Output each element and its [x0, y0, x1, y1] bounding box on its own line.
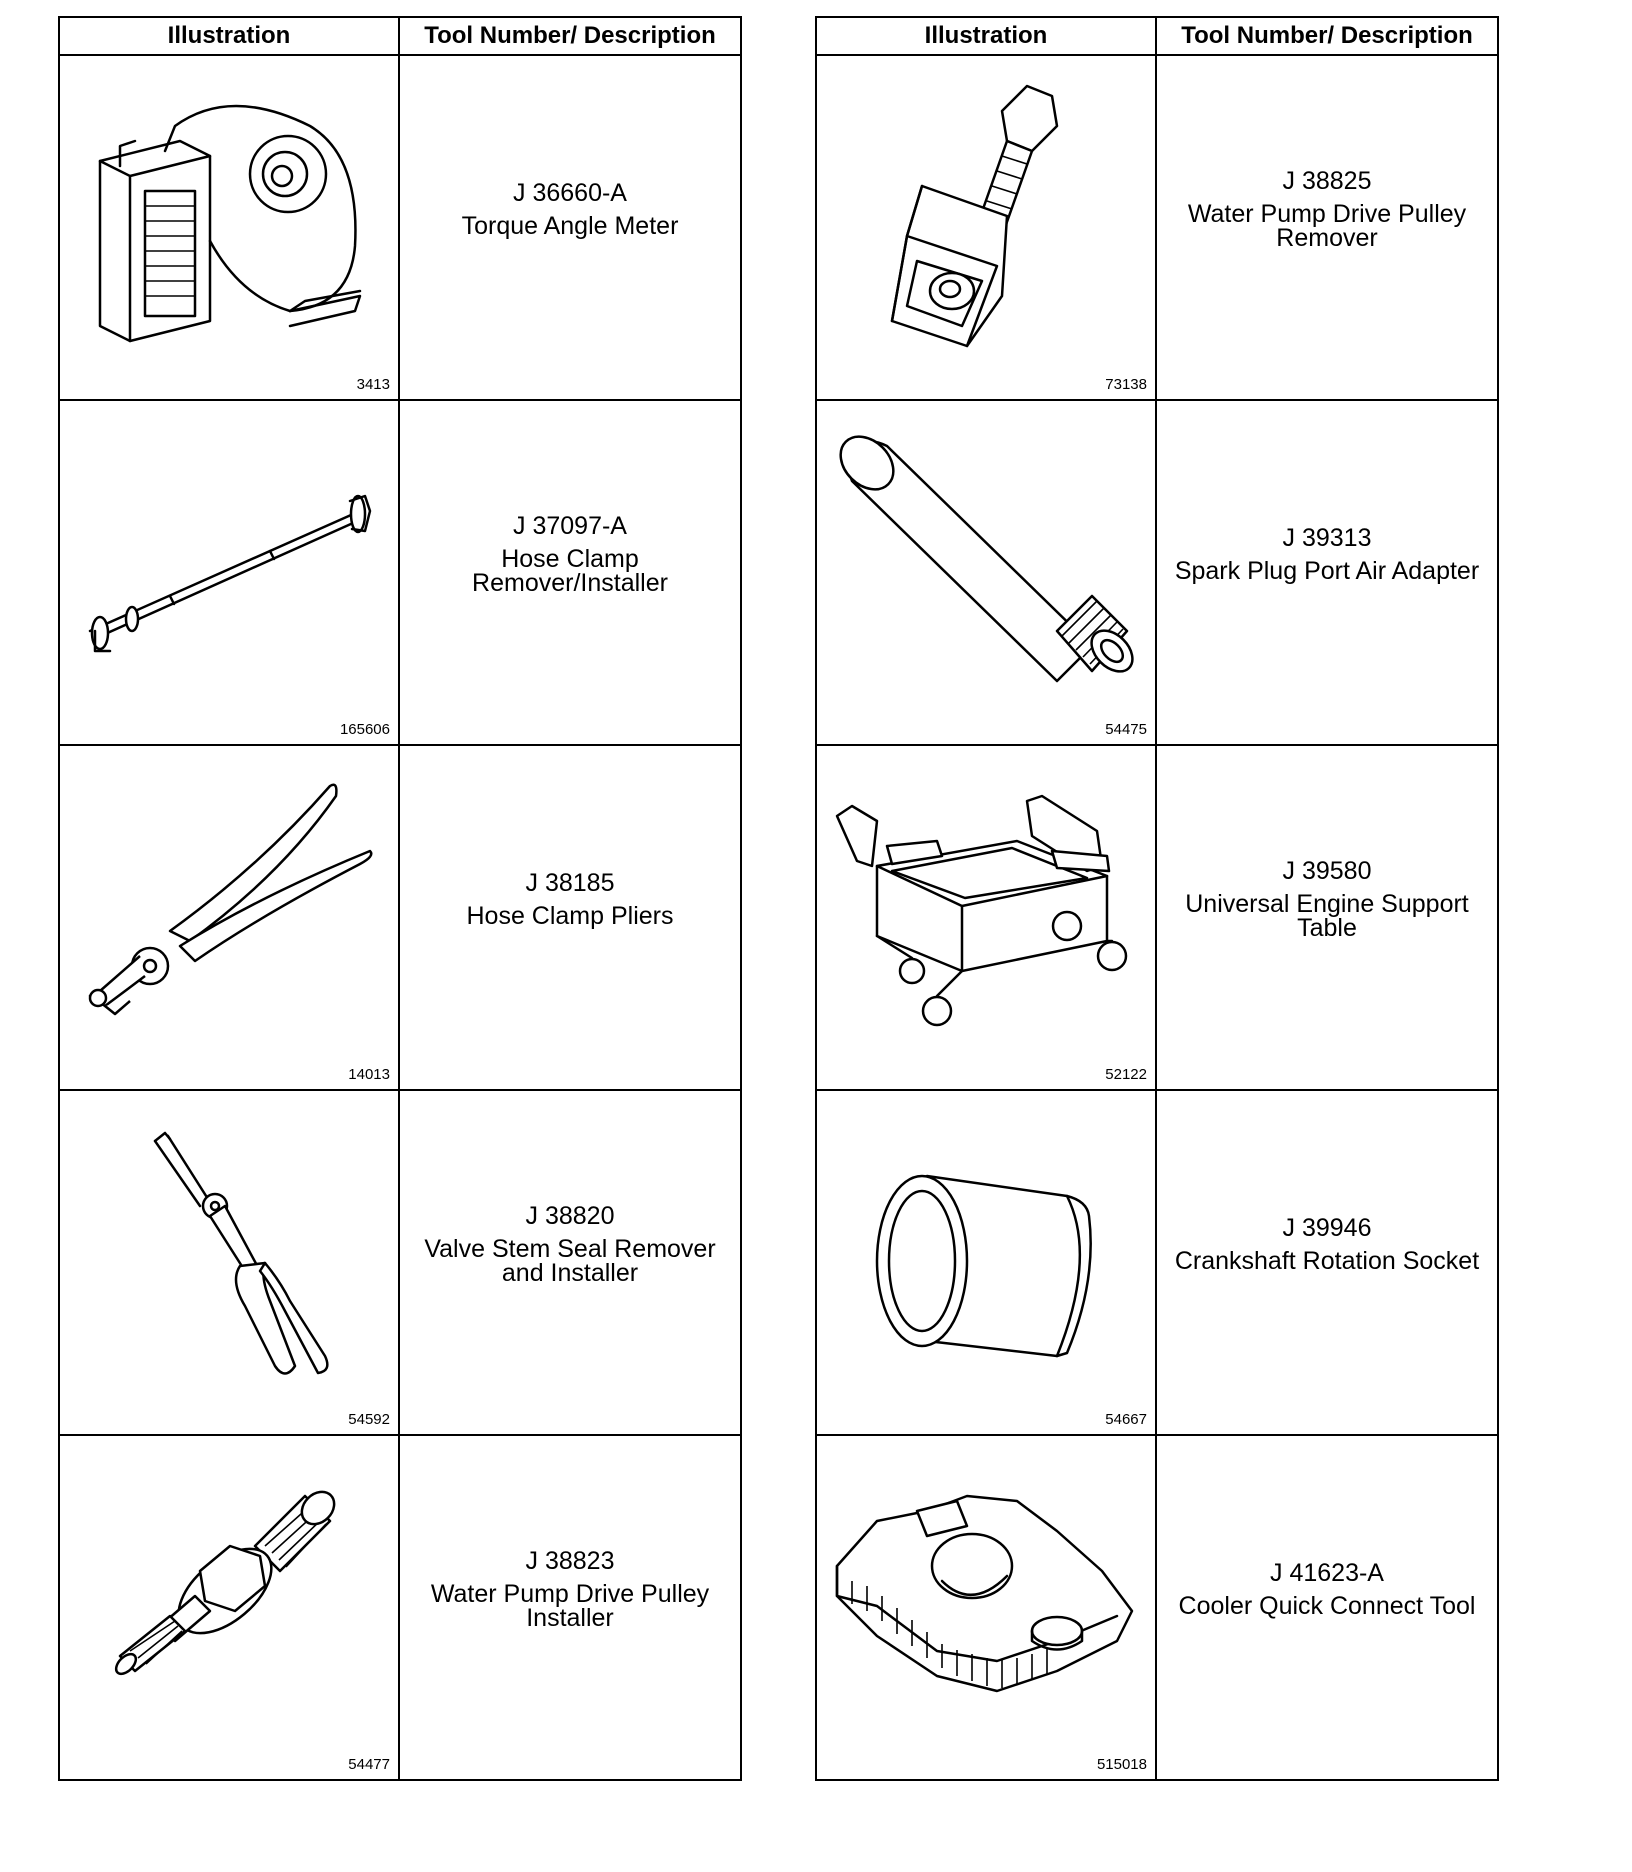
tool-description-cell [1156, 745, 1498, 1090]
table-header-row [59, 17, 741, 55]
tool-number: J 38185 [525, 868, 615, 897]
illustration-cell [816, 1435, 1156, 1780]
tool-description-cell [399, 745, 741, 1090]
tool-number: J 36660-A [513, 178, 627, 207]
hose-clamp-remover-icon [60, 401, 398, 744]
table-row [816, 1090, 1498, 1435]
illustration-header: Illustration [59, 17, 399, 55]
figure-number: 54667 [1105, 1411, 1147, 1428]
tool-description-cell [399, 1090, 741, 1435]
tool-description-cell [399, 55, 741, 400]
illustration-cell [816, 745, 1156, 1090]
table-row [816, 1435, 1498, 1780]
figure-number: 73138 [1105, 376, 1147, 393]
tool-table-left [58, 16, 742, 1781]
tool-number: J 38825 [1282, 166, 1372, 195]
hose-clamp-pliers-icon [60, 746, 398, 1089]
rotation-socket-icon [817, 1091, 1155, 1434]
table-row [59, 1090, 741, 1435]
torque-angle-meter-icon [60, 56, 398, 399]
pulley-installer-icon [60, 1436, 398, 1779]
tool-table-right [815, 16, 1499, 1781]
figure-number: 515018 [1096, 1756, 1147, 1773]
tool-number: J 39580 [1282, 856, 1372, 885]
tool-description: Torque Angle Meter [461, 211, 679, 240]
tool-description: Crankshaft Rotation Socket [1174, 1246, 1480, 1275]
tool-number: J 38823 [525, 1546, 615, 1575]
table-header-row [816, 17, 1498, 55]
tool-description-cell [399, 1435, 741, 1780]
engine-support-table-icon [817, 746, 1155, 1089]
illustration-header: Illustration [816, 17, 1156, 55]
air-adapter-icon [817, 401, 1155, 744]
figure-number: 52122 [1105, 1066, 1147, 1083]
table-row [816, 745, 1498, 1090]
tool-description: Cooler Quick Connect Tool [1178, 1591, 1476, 1620]
figure-number: 54592 [348, 1411, 390, 1428]
tool-number: J 38820 [525, 1201, 615, 1230]
illustration-cell [59, 400, 399, 745]
illustration-cell [59, 1090, 399, 1435]
tool-description-cell [1156, 55, 1498, 400]
valve-stem-seal-tool-icon [60, 1091, 398, 1434]
tool-description: Hose Clamp Pliers [466, 901, 674, 930]
pulley-remover-icon [817, 56, 1155, 399]
table-row [816, 400, 1498, 745]
illustration-cell [816, 1090, 1156, 1435]
table-row [816, 55, 1498, 400]
tool-description-cell [399, 400, 741, 745]
tool-number: J 39313 [1282, 523, 1372, 552]
illustration-cell [59, 55, 399, 400]
table-row [59, 745, 741, 1090]
tool-description: Spark Plug Port Air Adapter [1174, 556, 1480, 585]
tool-header: Tool Number/ Description [399, 17, 741, 55]
quick-connect-tool-icon [817, 1436, 1155, 1779]
illustration-cell [816, 400, 1156, 745]
tool-description-cell [1156, 400, 1498, 745]
figure-number: 14013 [348, 1066, 390, 1083]
tool-description: Water Pump Drive Pulley Installer [430, 1579, 710, 1632]
tool-number: J 37097-A [513, 511, 627, 540]
figure-number: 54477 [348, 1756, 390, 1773]
table-row [59, 400, 741, 745]
tool-number: J 41623-A [1270, 1558, 1384, 1587]
table-row [59, 55, 741, 400]
tool-description: Valve Stem Seal Remover and Installer [424, 1234, 716, 1287]
tool-description-cell [1156, 1090, 1498, 1435]
figure-number: 165606 [339, 721, 390, 738]
figure-number: 3413 [356, 376, 390, 393]
tool-number: J 39946 [1282, 1213, 1372, 1242]
illustration-cell [59, 745, 399, 1090]
table-row [59, 1435, 741, 1780]
tool-header: Tool Number/ Description [1156, 17, 1498, 55]
tool-description-cell [1156, 1435, 1498, 1780]
illustration-cell [816, 55, 1156, 400]
tool-description: Hose Clamp Remover/Installer [472, 544, 668, 597]
illustration-cell [59, 1435, 399, 1780]
tool-description: Water Pump Drive Pulley Remover [1187, 199, 1467, 252]
figure-number: 54475 [1105, 721, 1147, 738]
tool-description: Universal Engine Support Table [1185, 889, 1469, 942]
